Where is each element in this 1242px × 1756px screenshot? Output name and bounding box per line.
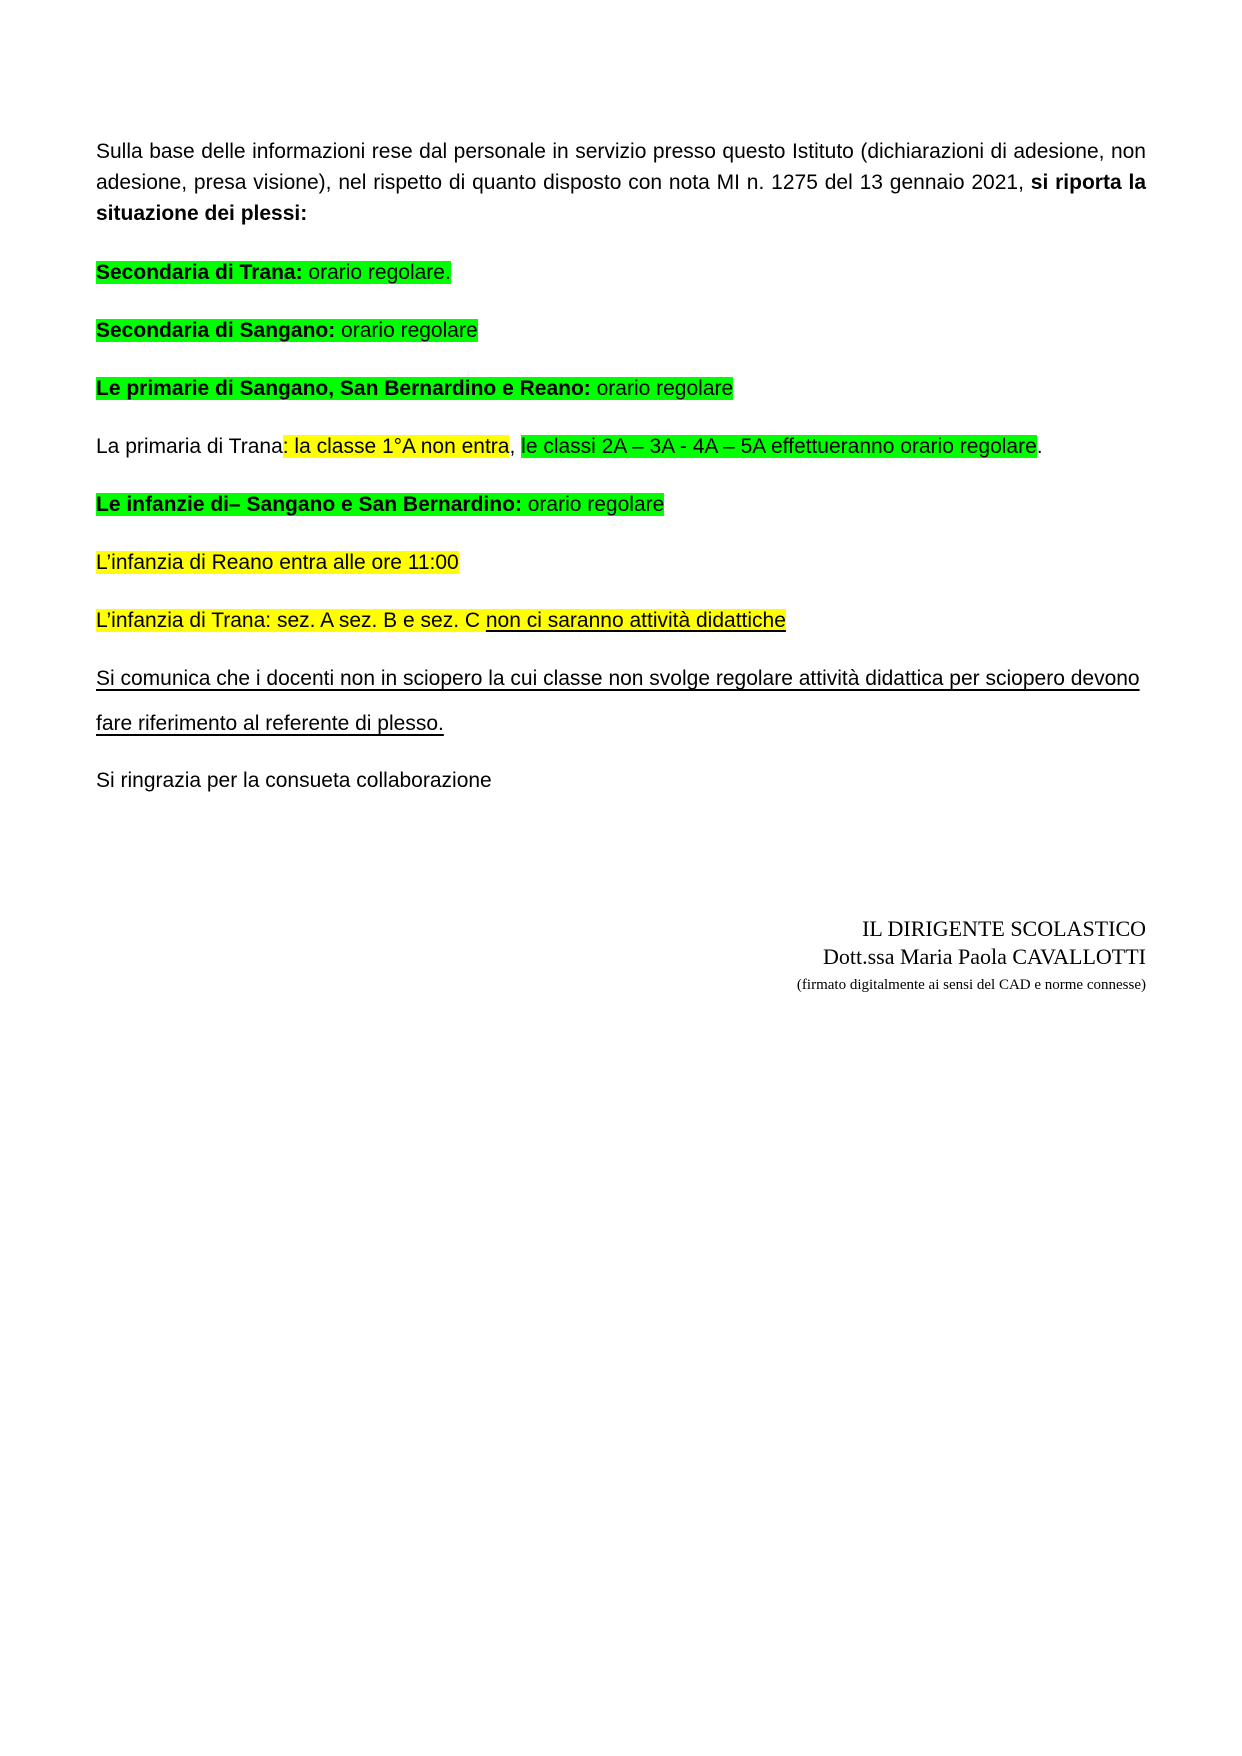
- plesso-infanzie: [96, 490, 664, 519]
- plesso-status: orario regolare.: [302, 261, 451, 284]
- plesso-status: orario regolare: [590, 377, 734, 400]
- plesso-label: Le primarie di Sangano, San Bernardino e Reano:: [96, 377, 591, 400]
- plesso-label: Le infanzie di– Sangano e San Bernardino:: [96, 493, 522, 516]
- plesso-text: L’infanzia di Reano entra alle ore 11:00: [96, 551, 459, 574]
- plesso-comma: ,: [509, 435, 522, 458]
- plesso-primaria-trana: [96, 432, 1043, 461]
- plesso-primarie: [96, 374, 733, 403]
- plesso-infanzia-trana: [96, 606, 786, 635]
- plesso-status: orario regolare: [521, 493, 665, 516]
- closing-text: Si ringrazia per la consueta collaborazione: [96, 769, 492, 792]
- signature-note: (firmato digitalmente ai sensi del CAD e norme connesse): [796, 977, 1146, 993]
- plesso-secondaria-sangano: [96, 316, 478, 345]
- plesso-label: Secondaria di Trana:: [96, 261, 303, 284]
- plesso-green-text: le classi 2A – 3A - 4A – 5A effettueranno orario regolare: [521, 435, 1037, 458]
- intro-bold-text: si riporta la situazione dei plessi:: [96, 171, 1147, 225]
- signature-name: Dott.ssa Maria Paola CAVALLOTTI: [822, 944, 1146, 969]
- plesso-text: L’infanzia di Trana: sez. A sez. B e sez. C: [96, 609, 486, 632]
- plesso-infanzia-reano: [96, 548, 459, 577]
- teachers-note: Si comunica che i docenti non in sciopero la cui classe non svolge regolare attività didattica per sciopero devono fare riferimento al referente di plesso.: [96, 667, 1140, 735]
- plesso-label: Secondaria di Sangano:: [96, 319, 336, 342]
- plesso-end: .: [1036, 435, 1043, 458]
- plesso-secondaria-trana: [96, 258, 451, 287]
- plesso-underlined-text: non ci saranno attività didattiche: [485, 609, 786, 632]
- plesso-prefix: La primaria di Trana: [96, 435, 283, 458]
- plesso-yellow-text: : la classe 1°A non entra: [282, 435, 510, 458]
- intro-text: Sulla base delle informazioni rese dal personale in servizio presso questo Istituto (dichiarazioni di adesione, non adesione, presa visione), nel rispetto di quanto disposto con nota MI n. 1275 del 13 gennaio 2021,: [96, 140, 1146, 194]
- plesso-status: orario regolare: [335, 319, 478, 342]
- intro-paragraph: [96, 136, 1146, 229]
- signature-title: IL DIRIGENTE SCOLASTICO: [862, 916, 1146, 941]
